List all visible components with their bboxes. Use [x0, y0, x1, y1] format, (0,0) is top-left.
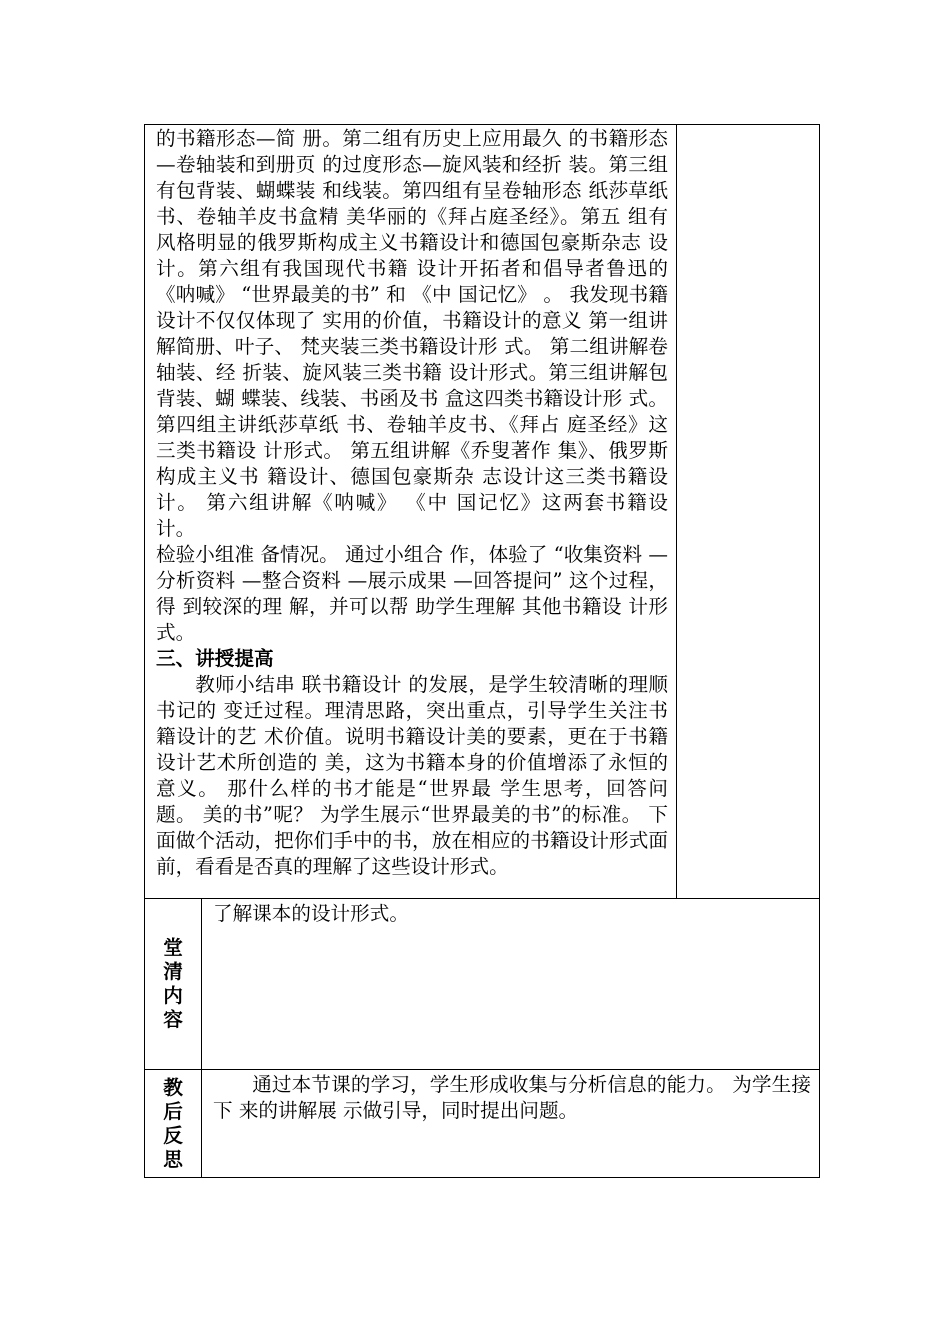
lesson-plan-table — [144, 124, 820, 1178]
class-clear-label-cell — [145, 899, 202, 1070]
reflection-content: 通过本节课的学习，学生形成收集与分析信息的能力。 为学生接下 来的讲解展 示做引导，同时提出问题。 — [213, 1073, 811, 1122]
class-clear-content: 了解课本的设计形式。 — [213, 902, 409, 925]
lesson-process-row — [145, 125, 820, 899]
class-clear-row — [145, 899, 820, 1070]
notes-column-cell — [677, 125, 820, 899]
reflection-label-cell — [145, 1070, 202, 1178]
lesson-process-cell — [145, 125, 677, 899]
section-heading: 三、讲授提高 — [156, 647, 274, 670]
group-check-paragraph: 检验小组准 备情况。 通过小组合 作，体验了 “收集资料 —分析资料 —整合资料 —展示成果 —回答提问” 这个过程，得 到较深的理 解，并可以帮 助学生理解 其他书籍设 计形式。 — [156, 543, 668, 644]
reflection-row — [145, 1070, 820, 1178]
teaching-paragraph: 教师小结串 联书籍设计 的发展，是学生较清晰的理顺书记的 变迁过程。理清思路，突出重点，引导学生关注书 籍设计的艺 术价值。说明书籍设计美的要素，更在于书籍设计艺术所创造的 美，这为书籍本身的价值增添了永恒的意义。 那什么样的书才能是“世界最 学生思考，回答问题。 美的书”呢？ 为学生展示“世界最美的书”的标准。 下面做个活动，把你们手中的书，放在相应的书籍设计形式面前，看看是否真的理解了这些设计形式。 — [156, 673, 668, 878]
class-clear-label: 堂清内容 — [163, 936, 183, 1031]
lesson-process-text — [156, 126, 668, 880]
class-clear-content-cell — [202, 899, 820, 1070]
group-description-paragraph: 的书籍形态—简 册。第二组有历史上应用最久 的书籍形态—卷轴装和到册页 的过度形态—旋风装和经折 装。第三组有包背装、蝴蝶装 和线装。第四组有呈卷轴形态 纸莎草纸书、卷轴羊皮书盒精 美华丽的《拜占庭圣经》。第五 组有风格明显的俄罗斯构成主义书籍设计和德国包豪斯杂志 设计。第六组有我国现代书籍 设计开拓者和倡导者鲁迅的《呐喊》 “世界最美的书” 和 《中 国记忆》 。 我发现书籍设计不仅仅体现了 实用的价值，书籍设计的意义 第一组讲解简册、叶子、 梵夹装三类书籍设计形 式。 第二组讲解卷轴装、经 折装、旋风装三类书籍 设计形式。第三组讲解包背装、蝴 蝶装、线装、书函及书 盒这四类书籍设计形 式。 第四组主讲纸莎草纸 书、卷轴羊皮书、《拜占 庭圣经》这三类书籍设 计形式。 第五组讲解《乔叟著作 集》、俄罗斯构成主义书 籍设计、德国包豪斯杂 志设计这三类书籍设 计。 第六组讲解《呐喊》 《中 国记忆》这两套书籍设 计。 — [156, 127, 668, 540]
reflection-label: 教后反思 — [163, 1075, 183, 1171]
reflection-content-cell — [202, 1070, 820, 1178]
